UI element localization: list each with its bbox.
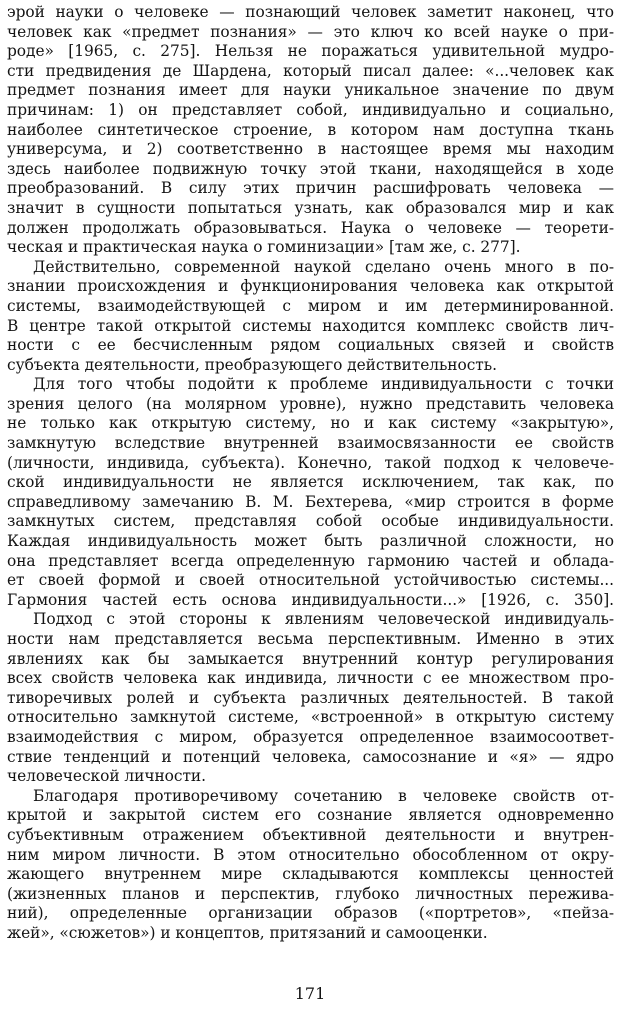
text-line: человек как «предмет познания» — это ключ ко всей науке о при- bbox=[7, 22, 614, 41]
text-line: человеческой личности. bbox=[7, 767, 206, 786]
text-line: жающего внутреннем мире складываются комплексы ценностей bbox=[7, 865, 614, 884]
text-line: наиболее синтетическое строение, в котором нам доступна ткань bbox=[7, 120, 614, 139]
text-line: замкнутую вследствие внутренней взаимосвязанности ее свойств bbox=[7, 434, 614, 453]
text-line: роде» [1965, с. 275]. Нельзя не поражаться удивительной мудро- bbox=[7, 42, 614, 61]
text-line: предмет познания имеет для науки уникальное значение по двум bbox=[7, 81, 614, 100]
text-line: не только как открытую систему, но и как систему «закрытую», bbox=[7, 414, 614, 433]
text-line: (личности, индивида, субъекта). Конечно, такой подход к человече- bbox=[7, 453, 614, 472]
text-line: ний), определенные организации образов («портретов», «пейза- bbox=[7, 904, 614, 923]
text-line: ствие тенденций и потенций человека, самосознание и «я» — ядро bbox=[7, 747, 614, 766]
text-line: жей», «сюжетов») и концептов, притязаний и самооценки. bbox=[7, 923, 488, 942]
text-line: зрения целого (на молярном уровне), нужно представить человека bbox=[7, 394, 614, 413]
text-line: В центре такой открытой системы находится комплекс свойств лич- bbox=[7, 316, 614, 335]
text-line: Подход с этой стороны к явлениям человеческой индивидуаль- bbox=[33, 610, 614, 629]
text-line: знании происхождения и функционирования человека как открытой bbox=[7, 277, 614, 296]
text-line: ческая и практическая наука о гоминизации» [там же, с. 277]. bbox=[7, 238, 521, 257]
text-line: всех свойств человека как индивида, личности с ее множеством про- bbox=[7, 669, 614, 688]
text-line: ности с ее бесчисленным рядом социальных связей и свойств bbox=[7, 336, 614, 355]
text-line: она представляет всегда определенную гармонию частей и облада- bbox=[7, 551, 614, 570]
text-line: ности нам представляется весьма перспективным. Именно в этих bbox=[7, 630, 614, 648]
text-line: Гармония частей есть основа индивидуальности...» [1926, с. 350]. bbox=[7, 590, 614, 609]
text-line: ской индивидуальности не является исключением, так как, по bbox=[7, 473, 614, 492]
text-line: универсума, и 2) соответственно в настоящее время мы находим bbox=[7, 140, 614, 159]
text-line: системы, взаимодействующей с миром и им детерминированной. bbox=[7, 296, 614, 315]
text-line: справедливому замечанию В. М. Бехтерева, «мир строится в форме bbox=[7, 492, 614, 511]
text-line: замкнутых систем, представляя собой особые индивидуальности. bbox=[7, 512, 614, 531]
text-line: крытой и закрытой систем его сознание является одновременно bbox=[7, 806, 614, 825]
text-line: преобразований. В силу этих причин расшифровать человека — bbox=[7, 179, 614, 198]
text-line: здесь наиболее подвижную точку этой ткани, находящейся в ходе bbox=[7, 159, 614, 178]
text-line: Каждая индивидуальность может быть различной сложности, но bbox=[7, 532, 614, 551]
text-line: ет своей формой и своей относительной устойчивостью системы... bbox=[7, 571, 614, 590]
text-line: значит в сущности попытаться узнать, как образовался мир и как bbox=[7, 198, 614, 217]
text-line: эрой науки о человеке — познающий человек заметит наконец, что bbox=[7, 3, 614, 21]
text-line: взаимодействия с миром, образуется определенное взаимосоответ- bbox=[7, 727, 614, 746]
text-line: относительно замкнутой системе, «встроенной» в открытую систему bbox=[7, 708, 614, 727]
text-line: ним миром личности. В этом относительно обособленном от окру- bbox=[7, 845, 614, 864]
text-line: субъективным отражением объективной деятельности и внутрен- bbox=[7, 825, 614, 844]
text-line: сти предвидения де Шардена, который писал далее: «...человек как bbox=[7, 61, 614, 80]
text-line: (жизненных планов и перспектив, глубоко личностных пережива- bbox=[7, 884, 614, 903]
page-number: 171 bbox=[294, 984, 326, 1003]
text-line: субъекта деятельности, преобразующего действительность. bbox=[7, 355, 497, 374]
text-line: Действительно, современной наукой сделано очень много в по- bbox=[33, 257, 614, 276]
text-line: явлениях как бы замыкается внутренний контур регулирования bbox=[7, 649, 614, 668]
text-line: причинам: 1) он представляет собой, индивидуально и социально, bbox=[7, 100, 614, 119]
text-line: должен продолжать образовываться. Наука о человеке — теорети- bbox=[7, 218, 614, 237]
text-line: тиворечивых ролей и субъекта различных деятельностей. В такой bbox=[7, 688, 614, 707]
text-line: Благодаря противоречивому сочетанию в человеке свойств от- bbox=[33, 786, 614, 805]
text-line: Для того чтобы подойти к проблеме индивидуальности с точки bbox=[33, 375, 614, 394]
